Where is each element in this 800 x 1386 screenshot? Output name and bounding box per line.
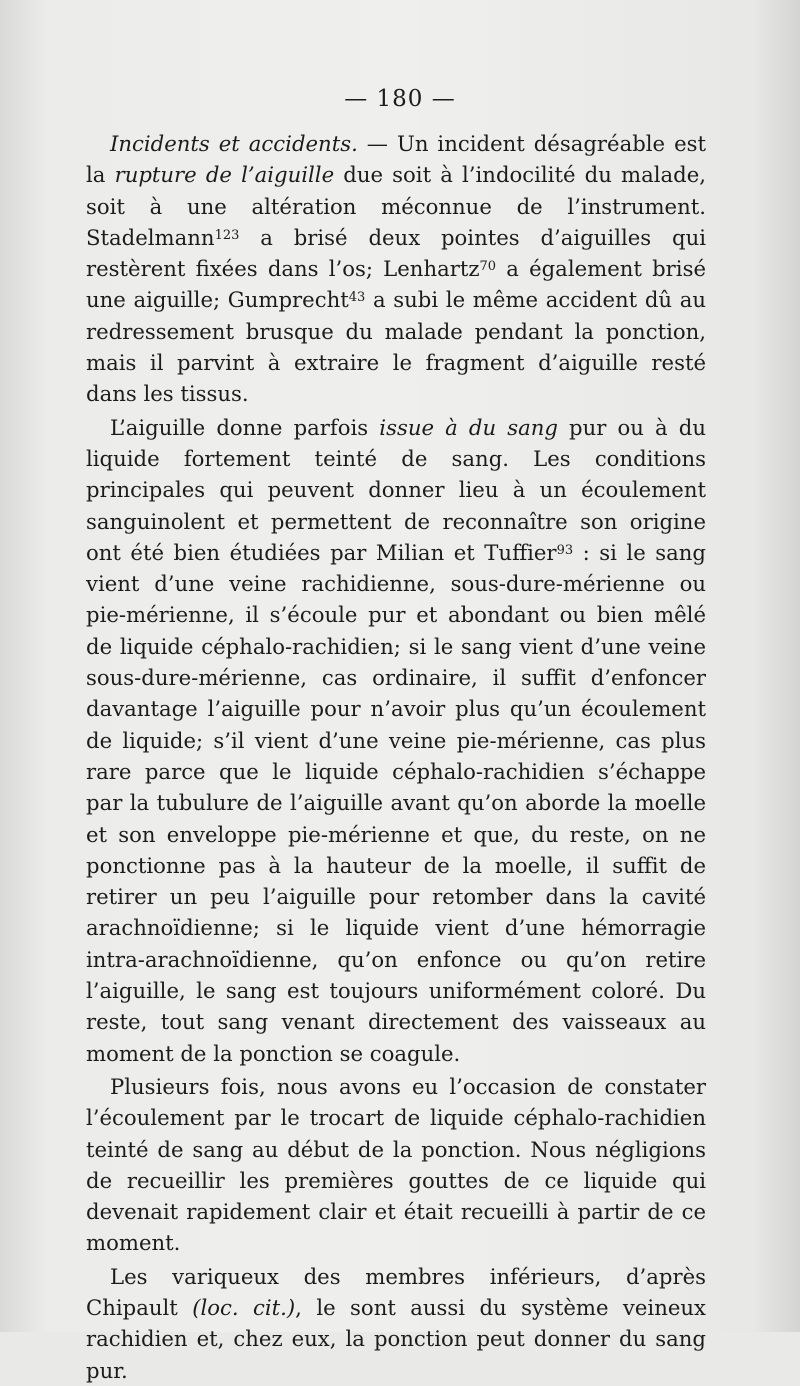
footnote-ref: 93 [556,542,574,558]
paragraph-text: a brisé deux pointes d’aiguilles qui restèrent fixées dans l’os; Lenhartz [86,224,706,282]
paragraph-varicose [86,1261,706,1386]
footnote-ref: 70 [479,259,497,275]
footnote-ref: 43 [348,290,366,306]
paragraph-text: a également brisé une aiguille; Gumprecht [86,256,706,313]
emphasis-text: issue à du sang [379,414,558,440]
paragraph-text: a subi le même accident dû au redressement brusque du malade pendant la ponction, mais il parvint à extraire le fragment d’aiguille resté dans les tissus. [86,287,706,407]
paragraph-text: Les variqueux des membres inférieurs, d’après Chipault [86,1263,706,1320]
paragraph-incidents [86,128,706,410]
paragraph-text: L’aiguille donne parfois [110,414,380,440]
paragraph-observation: Plusieurs fois, nous avons eu l’occasion de constater l’écoulement par le trocart de liquide céphalo-rachidien teinté de sang au début de la ponction. Nous négligions de recueillir les premières gouttes de ce liquide qui devenait rapidement clair et était recueilli à partir de ce moment. [86,1073,706,1256]
paragraph-text: — Un incident désagréable est la [86,131,706,188]
footnote-ref: 123 [214,227,240,243]
body-text [86,128,706,1386]
emphasis-text: rupture de l’aiguille [114,162,335,188]
paragraph-text: due soit à l’indocilité du malade, soit à une altération méconnue de l’instrument. Stadelmann [86,162,706,250]
paragraph-text: : si le sang vient d’une veine rachidienne, sous-dure-mérienne ou pie-mérienne, il s’écoule pur et abondant ou bien mêlé de liquide céphalo-rachidien; si le sang vient d’une veine sous-dure-mérienne, cas ordinaire, il suffit d’enfoncer davantage l’aiguille pour n’avoir plus qu’un écoulement de liquide; s’il vient d’une veine pie-mérienne, cas plus rare parce que le liquide céphalo-rachidien s’échappe par la tubulure de l’aiguille avant qu’on aborde la moelle et son enveloppe pie-mérienne et que, du reste, on ne ponctionne pas à la hauteur de la moelle, il suffit de retirer un peu l’aiguille pour retomber dans la cavité arachnoïdienne; si le liquide vient d’une hémorragie intra-arachnoïdienne, qu’on enfonce ou qu’on retire l’aiguille, le sang est toujours uniformément coloré. Du reste, tout sang venant directement des vaisseaux au moment de la ponction se coagule. [86,539,706,1066]
paragraph-text: pur ou à du liquide fortement teinté de sang. Les conditions principales qui peuvent donner lieu à un écoulement sanguinolent et permettent de reconnaître son origine ont été bien étudiées par Milian et Tuffier [86,414,706,565]
emphasis-text: (loc. cit.) [192,1294,296,1320]
page-number: — 180 — [344,86,456,112]
paragraph-blood [86,412,706,1069]
section-heading: Incidents et accidents. [110,131,358,156]
paragraph-text: , le sont aussi du système veineux rachidien et, chez eux, la ponction peut donner du sang pur. [86,1294,706,1383]
